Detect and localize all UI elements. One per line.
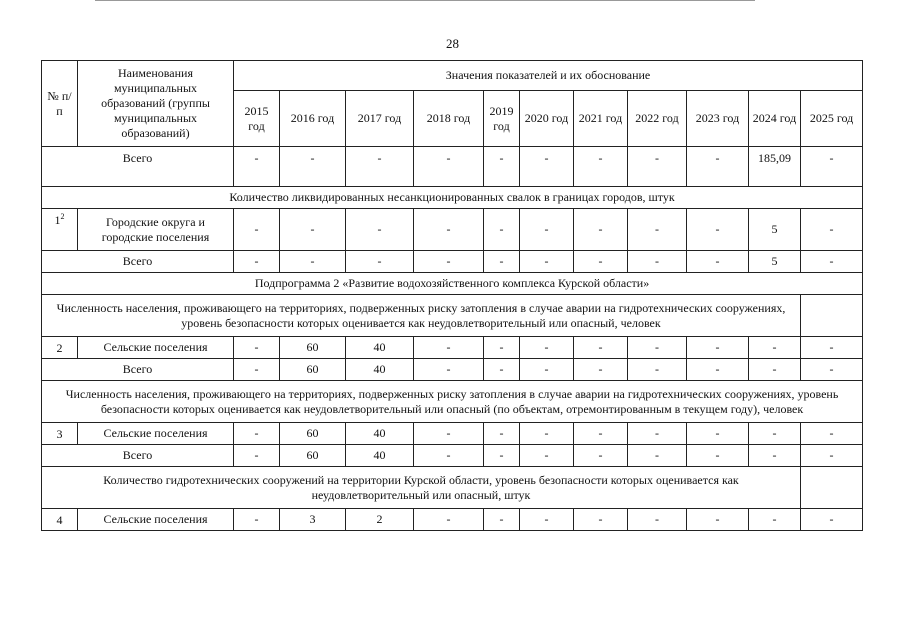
- table-row: [42, 337, 863, 359]
- table-row: [42, 359, 863, 381]
- value-cell: -: [484, 509, 520, 531]
- value-cell: -: [687, 147, 749, 187]
- value-cell: -: [414, 359, 484, 381]
- value-cell: 3: [280, 509, 346, 531]
- value-cell: -: [414, 251, 484, 273]
- value-cell: 5: [749, 209, 801, 251]
- value-cell: -: [484, 337, 520, 359]
- value-cell: -: [574, 337, 628, 359]
- section-heading: Количество гидротехнических сооружений на территории Курской области, уровень безопасности которых оценивается как неудовлетворительный или опасный, штук: [42, 467, 801, 509]
- value-cell: -: [234, 423, 280, 445]
- value-cell: -: [520, 337, 574, 359]
- header-year: 2023 год: [687, 91, 749, 147]
- value-cell: -: [484, 445, 520, 467]
- header-year: 2018 год: [414, 91, 484, 147]
- section-heading: Подпрограмма 2 «Развитие водохозяйственного комплекса Курской области»: [42, 273, 863, 295]
- value-cell: -: [574, 147, 628, 187]
- total-label: Всего: [42, 251, 234, 273]
- value-cell: -: [749, 423, 801, 445]
- value-cell: -: [687, 423, 749, 445]
- value-cell: -: [234, 337, 280, 359]
- value-cell: -: [574, 209, 628, 251]
- row-number: 2: [42, 337, 78, 359]
- total-label: Всего: [42, 147, 234, 187]
- value-cell: -: [280, 209, 346, 251]
- value-cell: -: [687, 445, 749, 467]
- header-year: 2021 год: [574, 91, 628, 147]
- value-cell: -: [520, 251, 574, 273]
- municipality-name: Сельские поселения: [78, 509, 234, 531]
- page-number: 28: [446, 36, 459, 51]
- value-cell: -: [346, 209, 414, 251]
- value-cell: -: [628, 251, 687, 273]
- value-cell: -: [749, 445, 801, 467]
- table-row: [42, 187, 863, 209]
- table-row: [42, 209, 863, 251]
- municipality-name: Сельские поселения: [78, 423, 234, 445]
- value-cell: -: [687, 251, 749, 273]
- scan-top-edge: [95, 0, 755, 1]
- value-cell: -: [414, 147, 484, 187]
- table-row: [42, 381, 863, 423]
- header-name: Наименования муниципальных образований (группы муниципальных образований): [78, 61, 234, 147]
- value-cell: -: [414, 209, 484, 251]
- value-cell: -: [520, 509, 574, 531]
- municipality-name: Городские округа и городские поселения: [78, 209, 234, 251]
- header-year: 2015 год: [234, 91, 280, 147]
- table-row: [42, 251, 863, 273]
- header-year: 2019 год: [484, 91, 520, 147]
- value-cell: -: [234, 147, 280, 187]
- value-cell: 40: [346, 423, 414, 445]
- value-cell: 60: [280, 445, 346, 467]
- header-year: 2020 год: [520, 91, 574, 147]
- table-row: [42, 445, 863, 467]
- value-cell: -: [687, 359, 749, 381]
- municipality-name: Сельские поселения: [78, 337, 234, 359]
- header-year: 2017 год: [346, 91, 414, 147]
- value-cell: -: [484, 147, 520, 187]
- value-cell: -: [234, 359, 280, 381]
- value-cell: -: [280, 147, 346, 187]
- value-cell: -: [520, 147, 574, 187]
- total-label: Всего: [42, 359, 234, 381]
- row-number: 3: [42, 423, 78, 445]
- value-cell: -: [801, 359, 863, 381]
- value-cell: -: [801, 147, 863, 187]
- header-year: 2016 год: [280, 91, 346, 147]
- value-cell: -: [414, 509, 484, 531]
- value-cell: -: [346, 251, 414, 273]
- value-cell: -: [628, 509, 687, 531]
- indicators-table: [41, 60, 863, 531]
- value-cell: -: [234, 445, 280, 467]
- value-cell: 2: [346, 509, 414, 531]
- table-row: [42, 423, 863, 445]
- value-cell: -: [574, 509, 628, 531]
- value-cell: -: [801, 251, 863, 273]
- value-cell: 5: [749, 251, 801, 273]
- row-number: $1^2$: [42, 209, 78, 251]
- value-cell: -: [484, 209, 520, 251]
- value-cell: 40: [346, 445, 414, 467]
- value-cell: -: [801, 445, 863, 467]
- value-cell: 60: [280, 423, 346, 445]
- value-cell: -: [520, 445, 574, 467]
- value-cell: 185,09: [749, 147, 801, 187]
- value-cell: -: [574, 251, 628, 273]
- value-cell: 60: [280, 359, 346, 381]
- value-cell: -: [749, 509, 801, 531]
- value-cell: -: [687, 337, 749, 359]
- value-cell: -: [628, 147, 687, 187]
- value-cell: 60: [280, 337, 346, 359]
- header-year: 2025 год: [801, 91, 863, 147]
- table-row: [42, 147, 863, 187]
- row-number: 4: [42, 509, 78, 531]
- value-cell: -: [484, 251, 520, 273]
- table-row: [42, 509, 863, 531]
- value-cell: -: [749, 359, 801, 381]
- value-cell: -: [234, 251, 280, 273]
- header-year: 2024 год: [749, 91, 801, 147]
- section-heading: Количество ликвидированных несанкционированных свалок в границах городов, штук: [42, 187, 863, 209]
- header-num: № п/п: [42, 61, 78, 147]
- value-cell: -: [280, 251, 346, 273]
- value-cell: -: [628, 209, 687, 251]
- value-cell: -: [520, 359, 574, 381]
- value-cell: -: [801, 337, 863, 359]
- value-cell: -: [687, 509, 749, 531]
- header-year: 2022 год: [628, 91, 687, 147]
- table-row: [42, 295, 863, 337]
- value-cell: 40: [346, 337, 414, 359]
- value-cell: -: [801, 209, 863, 251]
- section-heading: Численность населения, проживающего на территориях, подверженных риску затопления в случае аварии на гидротехнических сооружениях, уровень безопасности которых оценивается как неудовлетворительный или опасный, человек: [42, 295, 801, 337]
- table-row: [42, 467, 863, 509]
- section-heading: Численность населения, проживающего на территориях, подверженных риску затопления в случае аварии на гидротехнических сооружениях, уровень безопасности которых оценивается как неудовлетворительный или опасный (по объектам, отремонтированным в текущем году), человек: [42, 381, 863, 423]
- value-cell: -: [484, 359, 520, 381]
- value-cell: -: [801, 509, 863, 531]
- value-cell: -: [687, 209, 749, 251]
- table-row: [42, 273, 863, 295]
- value-cell: -: [414, 445, 484, 467]
- value-cell: -: [414, 423, 484, 445]
- value-cell: -: [628, 337, 687, 359]
- value-cell: -: [574, 423, 628, 445]
- value-cell: -: [628, 359, 687, 381]
- value-cell: -: [749, 337, 801, 359]
- value-cell: -: [574, 445, 628, 467]
- empty-cell: [801, 295, 863, 337]
- value-cell: -: [520, 209, 574, 251]
- value-cell: -: [628, 423, 687, 445]
- value-cell: -: [346, 147, 414, 187]
- value-cell: -: [801, 423, 863, 445]
- value-cell: -: [414, 337, 484, 359]
- value-cell: -: [628, 445, 687, 467]
- value-cell: -: [574, 359, 628, 381]
- value-cell: -: [520, 423, 574, 445]
- total-label: Всего: [42, 445, 234, 467]
- value-cell: 40: [346, 359, 414, 381]
- value-cell: -: [234, 509, 280, 531]
- value-cell: -: [484, 423, 520, 445]
- empty-cell: [801, 467, 863, 509]
- value-cell: -: [234, 209, 280, 251]
- footnote-mark: 2: [60, 212, 65, 221]
- header-values-title: Значения показателей и их обоснование: [234, 61, 863, 91]
